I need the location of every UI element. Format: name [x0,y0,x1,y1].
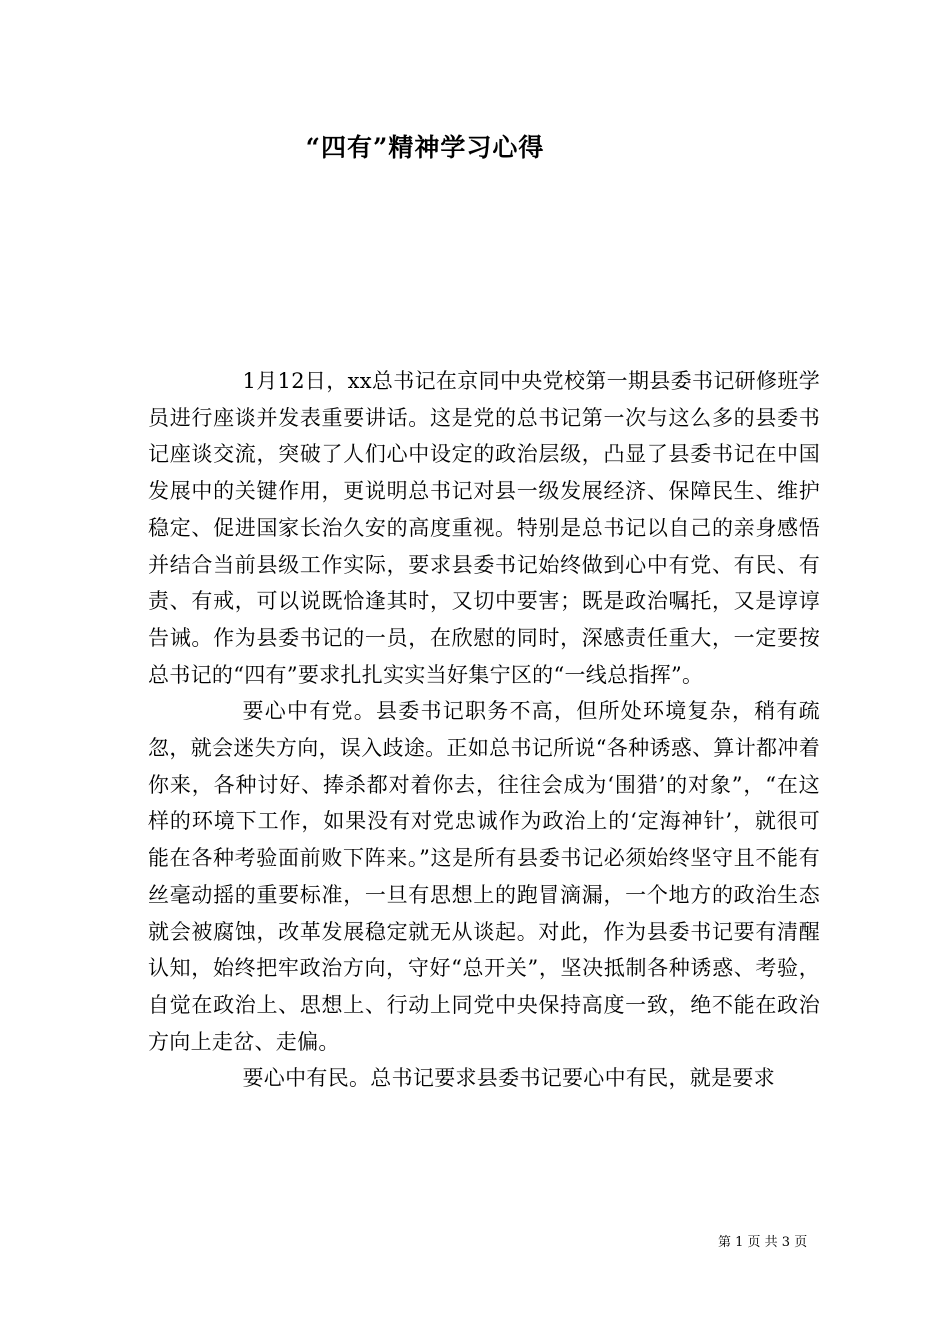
document-title-text: “四有”精神学习心得 [305,133,545,162]
page-number: 第 1 页 共 3 页 [718,1235,808,1250]
paragraph-party: 要心中有党。县委书记职务不高，但所处环境复杂，稍有疏忽，就会迷失方向，误入歧途。正如总书记所说“各种诱惑、算计都冲着你来，各种讨好、捧杀都对着你去，往往会成为‘围猎’的对象”，“在这样的环境下工作，如果没有对党忠诚作为政治上的‘定海神针’，就很可能在各种考验面前败下阵来。”这是所有县委书记必须始终坚守且不能有丝毫动摇的重要标准，一旦有思想上的跑冒滴漏，一个地方的政治生态就会被腐蚀，改革发展稳定就无从谈起。对此，作为县委书记要有清醒认知，始终把牢政治方向，守好“总开关”，坚决抵制各种诱惑、考验，自觉在政治上、思想上、行动上同党中央保持高度一致，绝不能在政治方向上走岔、走偏。 [148,699,820,1054]
document-body [148,363,820,1097]
document-title [0,128,950,168]
paragraph-intro: 1月12日，xx总书记在京同中央党校第一期县委书记研修班学员进行座谈并发表重要讲话。这是党的总书记第一次与这么多的县委书记座谈交流，突破了人们心中设定的政治层级，凸显了县委书记在中国发展中的关键作用，更说明总书记对县一级发展经济、保障民生、维护稳定、促进国家长治久安的高度重视。特别是总书记以自己的亲身感悟并结合当前县级工作实际，要求县委书记始终做到心中有党、有民、有责、有戒，可以说既恰逢其时，又切中要害；既是政治嘱托，又是谆谆告诫。作为县委书记的一员，在欣慰的同时，深感责任重大，一定要按总书记的“四有”要求扎扎实实当好集宁区的“一线总指挥”。 [148,369,820,687]
paragraph-people: 要心中有民。总书记要求县委书记要心中有民，就是要求 [242,1066,775,1091]
